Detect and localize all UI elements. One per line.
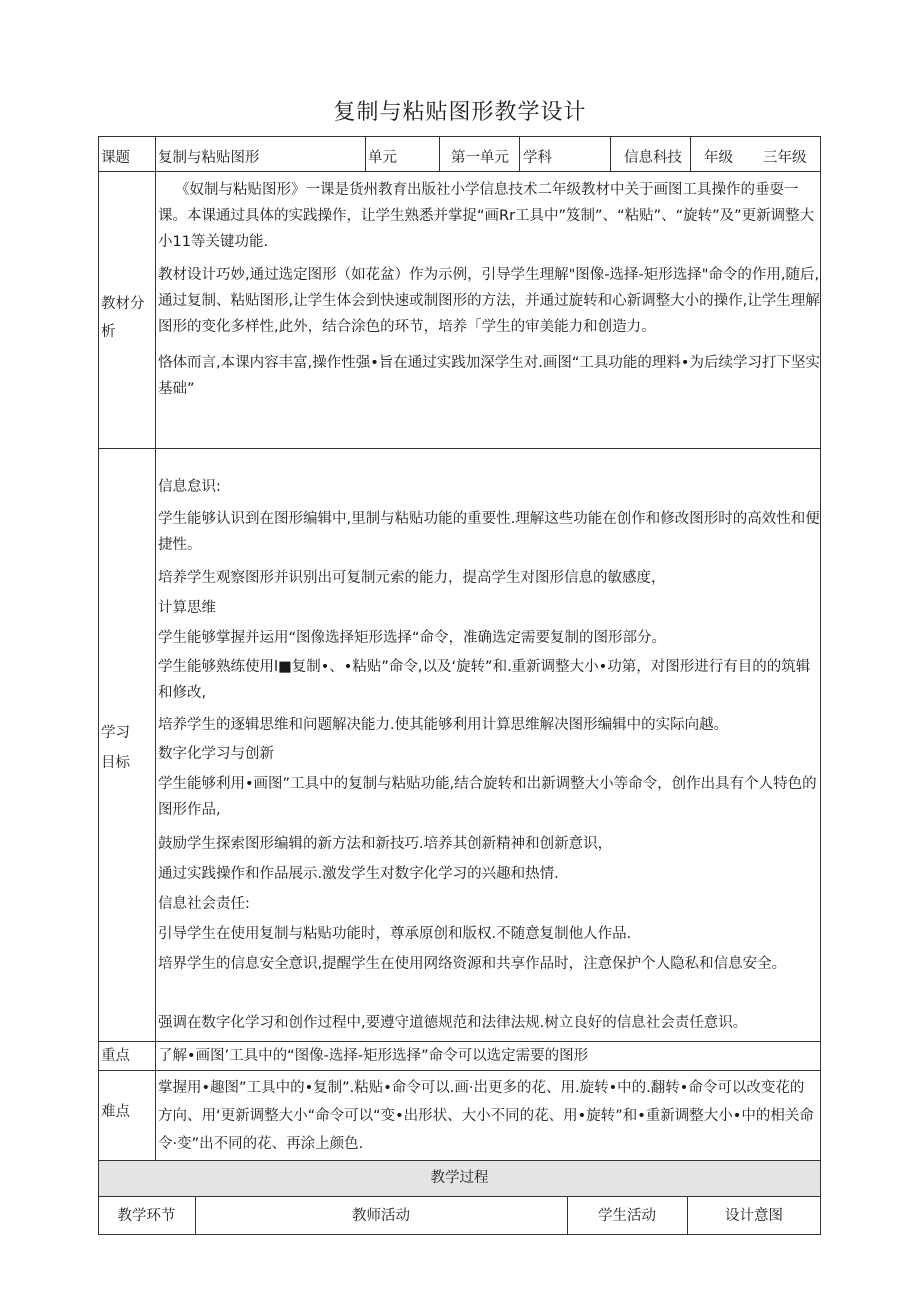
col-student: 学生活动 [598,1208,656,1224]
objectives-label-line2: 目标 [101,755,130,771]
unit-label: 单元 [368,150,397,166]
key-point-text: 了解•画图’工具中的“图像-选择-矩形选择”命令可以选定需要的图形 [158,1048,589,1064]
row-divider [98,171,821,172]
row-divider [98,1070,821,1071]
objectives-label-line1: 学习 [101,725,130,741]
lesson-label: 课题 [101,150,130,166]
analysis-label-line2: 析 [101,324,116,340]
objective-line: 数字化学习与创新 [158,746,274,762]
objective-line: 鼓励学生探索图形编辑的新方法和新技巧.培养其创新精神和创新意识， [158,836,613,852]
objective-line: 通过实践操作和作品展示.激发学生对数字化学习的兴趣和热情. [158,866,559,882]
objective-line: 学生能够掌握并运用“图像选择矩形选择“命令，准确选定需要复制的图形部分。 [158,630,667,646]
analysis-paragraph: 恪体而言,本课内容丰富,操作性强•旨在通过实践加深学生对.画图“工具功能的理料•为后续学习打下坚实基础” [158,355,820,397]
col-divider [519,136,520,171]
col-divider [690,136,691,171]
analysis-label [101,290,145,346]
col-teacher: 教师活动 [352,1208,410,1224]
objectives-label [101,718,130,778]
objective-line: 信息社会责任: [158,896,250,912]
row-divider [98,1041,821,1042]
unit-value: 第一单元 [451,150,509,166]
grade-label: 年级 [704,150,733,166]
objective-line: 强调在数字化学习和创作过程中,要遵守道德规范和法律法规.树立良好的信息社会责任意识。 [158,1015,748,1031]
objective-line: 培养学生观察图形并识别出可复制元索的能力，提高学生对图形信息的敏感度， [158,570,666,586]
objective-line: 计算思维 [158,600,216,616]
col-intent: 设计意图 [725,1208,783,1224]
objective-line: 学生能够熟练使用l■复制•、•粘贴”命令,以及‘旋转”和.重新调整大小•功第，对图形进行有目的的筑辑和修改, [158,659,811,701]
analysis-label-line1: 教材分 [101,296,145,312]
objective-line: 引导学生在使用复制与粘贴功能时，尊承原创和版权.不随意复制他人作品. [158,926,632,942]
objective-line: 学生能够认识到在图形编辑中,里制与粘贴功能的重要性.理解这些功能在创作和修改图形时的高效性和便捷性。 [158,511,820,553]
difficulty-text: 掌握用•趣图”工具中的•复制”.粘贴•命令可以.画·岀更多的花、用.旋转•中的.翻转•命令可以改变花的方向、用‘更新调整大小“命令可以“变•出形状、大小不同的花、用•旋转”和•重新调整大小•中的相关命令·变”出不同的花、再涂上颜色. [158,1080,814,1152]
analysis-paragraph: 《奴制与粘贴图形》一课是货州教育出版社小学信息技术二年级教材中关于画图工具操作的垂耍一课。本课通过具体的实践操作，让学生熟悉并掌捉“画Rr工具中”笈制”、“粘贴”、“旋转”及”更新调整大小11等关键功能. [158,182,815,250]
subject-value: 信息科技 [624,150,682,166]
objective-line: 培养学生的逐辑思维和问题解决能力.使其能够利用计算思维解决图形编辑中的实际向越。 [158,717,729,733]
col-divider [439,136,440,171]
col-divider [365,136,366,171]
lesson-value: 复制与粘贴图形 [158,150,260,166]
col-divider [610,136,611,171]
key-point-label: 重点 [101,1048,130,1064]
page-title: 复制与粘贴图形教学设计 [333,100,587,125]
grade-value: 三年级 [763,150,807,166]
difficulty-label: 难点 [101,1104,130,1120]
row-divider [98,448,821,449]
col-divider [155,136,156,1160]
objective-line: 信息怠识: [158,479,221,495]
objective-line: 培界学生的信息安全意识,提醒学生在使用网络资源和共享作品时，注意保护个人隐私和信息安全。 [158,956,787,972]
objective-line: 学生能够利用•画图”工具中的复制与粘贴功能,结合旋转和岀新调整大小等命令，创作出具有个人特色的图形作品, [158,776,817,818]
subject-label: 学科 [523,150,552,166]
col-stage: 教学环节 [117,1208,176,1224]
analysis-paragraph: 教材设计巧妙,通过选定图形（如花盆）作为示例，引导学生理解"图像-选择-矩形选择"命令的作用,随后,通过复制、粘贴图形,让学生体会到快速或制图形的方法，并通过旋转和心新调整大小的操作,让学生理解图形的变化多样性,此外，结合涂色的环节，培养「学生的审美能力和创造力。 [158,267,820,335]
process-heading: 教学过程 [430,1170,489,1186]
row-divider [98,1196,821,1197]
